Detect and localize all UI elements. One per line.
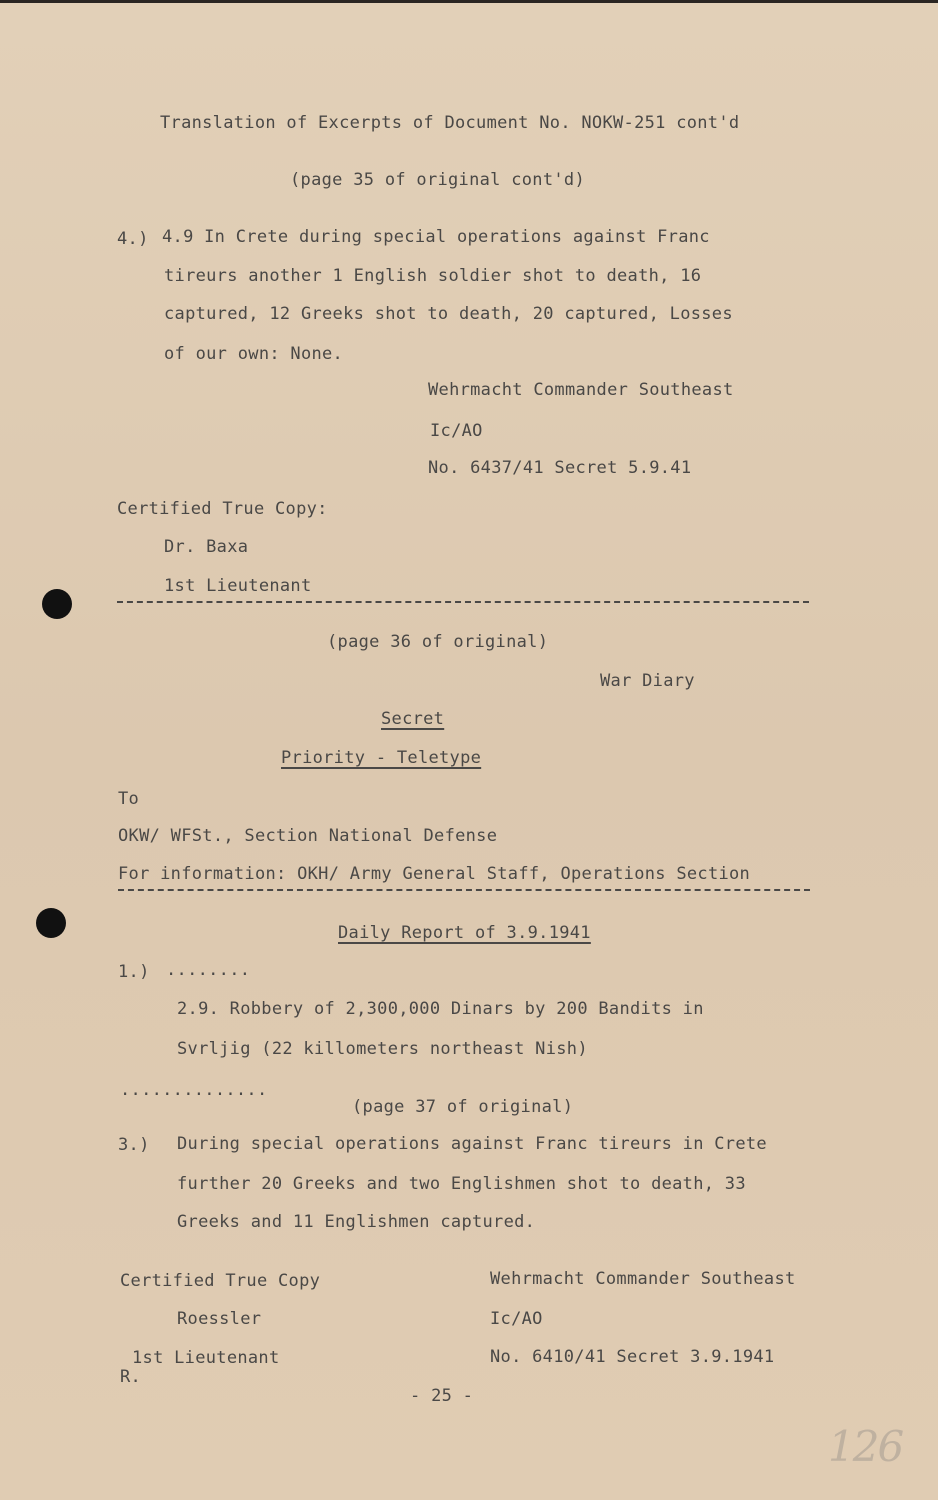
signature-1-office: Ic/AO: [430, 421, 483, 441]
item-3-number: 3.): [118, 1135, 150, 1155]
certification-1-label: Certified True Copy:: [117, 499, 328, 519]
gap-dots: ..............: [120, 1080, 268, 1100]
item-3-line-3: Greeks and 11 Englishmen captured.: [177, 1212, 536, 1232]
page-reference-37: (page 37 of original): [352, 1097, 574, 1117]
item-1-line-1: 2.9. Robbery of 2,300,000 Dinars by 200 Bandits in: [177, 999, 704, 1019]
certification-2-rank: 1st Lieutenant: [132, 1348, 280, 1368]
punch-hole-top: [42, 589, 72, 619]
item-1-dots: ........: [166, 960, 251, 980]
item-4-number: 4.): [117, 229, 149, 249]
item-1-line-2: Svrljig (22 killometers northeast Nish): [177, 1039, 588, 1059]
item-3-line-2: further 20 Greeks and two Englishmen shot to death, 33: [177, 1174, 746, 1194]
priority-label: Priority - Teletype: [281, 748, 482, 768]
signature-2-office: Ic/AO: [490, 1309, 543, 1329]
item-4-line-3: captured, 12 Greeks shot to death, 20 captured, Losses: [164, 304, 733, 324]
certification-2-name: Roessler: [177, 1309, 262, 1329]
top-edge: [0, 0, 938, 3]
handwritten-page-number: 126: [828, 1422, 903, 1471]
document-title: Translation of Excerpts of Document No. NOKW-251 cont'd: [160, 113, 740, 133]
for-information: For information: OKH/ Army General Staff, Operations Section: [118, 864, 751, 884]
item-3-line-1: During special operations against Franc tireurs in Crete: [177, 1134, 767, 1154]
war-diary-label: War Diary: [600, 671, 695, 691]
certification-1-name: Dr. Baxa: [164, 537, 249, 557]
certification-2-initial: R.: [120, 1367, 142, 1387]
page-reference-36: (page 36 of original): [327, 632, 549, 652]
divider-2: [118, 889, 810, 891]
signature-1-command: Wehrmacht Commander Southeast: [428, 380, 734, 400]
page-reference-35: (page 35 of original cont'd): [290, 170, 585, 190]
signature-2-number: No. 6410/41 Secret 3.9.1941: [490, 1347, 775, 1367]
page-number: - 25 -: [410, 1386, 474, 1406]
item-4-line-2: tireurs another 1 English soldier shot to death, 16: [164, 266, 702, 286]
divider-1: [117, 601, 809, 603]
item-4-line-4: of our own: None.: [164, 344, 344, 364]
item-4-line-1: 4.9 In Crete during special operations against Franc: [162, 227, 710, 247]
signature-2-command: Wehrmacht Commander Southeast: [490, 1269, 796, 1289]
recipient: OKW/ WFSt., Section National Defense: [118, 826, 498, 846]
signature-1-number: No. 6437/41 Secret 5.9.41: [428, 458, 692, 478]
certification-2-label: Certified True Copy: [120, 1271, 321, 1291]
to-label: To: [118, 789, 140, 809]
daily-report-title: Daily Report of 3.9.1941: [338, 923, 591, 943]
item-1-number: 1.): [118, 962, 150, 982]
certification-1-rank: 1st Lieutenant: [164, 576, 312, 596]
punch-hole-bottom: [36, 908, 66, 938]
secret-label: Secret: [381, 709, 445, 729]
